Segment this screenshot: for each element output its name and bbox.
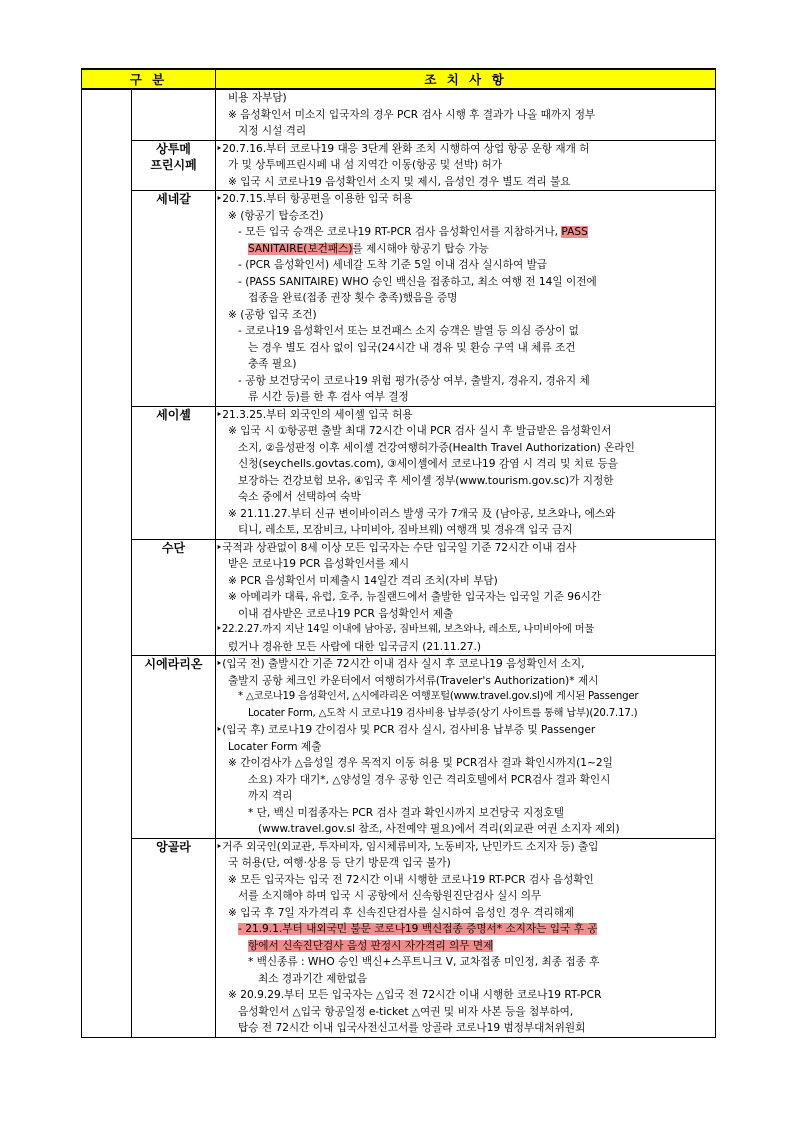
text-line: 류 시간 등)를 한 후 검사 여부 결정 — [248, 391, 409, 403]
text-line: 티니, 레소토, 모잠비크, 나미비아, 짐바브웨) 여행객 및 경유객 입국 금지 — [238, 524, 573, 536]
measures-cell — [216, 191, 716, 407]
text-line: - 코로나19 음성확인서 또는 보건패스 소지 승객은 발열 등 의심 증상이 없 — [238, 325, 579, 337]
text-line: 가 및 상투메프린시페 내 섬 지역간 이동(항공 및 선박) 허가 — [228, 159, 502, 171]
text-line: 숙소 중에서 선택하여 숙박 — [238, 491, 361, 503]
text-line: ‣21.3.25.부터 외국인의 세이셸 입국 허용 — [216, 408, 413, 421]
text-line: Locater Form, △도착 시 코로나19 검사비용 납부증(상기 사이트를 통해 납부)(20.7.17.) — [248, 707, 638, 719]
measures-cell — [216, 656, 716, 839]
text-line: ※ 모든 입국자는 입국 전 72시간 이내 시행한 코로나19 RT-PCR 검사 음성확인 — [228, 873, 594, 886]
text-line: ※ 아메리카 대륙, 유럽, 호주, 뉴질랜드에서 출발한 입국자는 입국일 기준 96시간 — [228, 591, 602, 603]
text-fragment: 를 제시해야 항공기 탑승 가능 — [352, 242, 489, 255]
header-measures: 조 치 사 항 — [216, 69, 716, 89]
text-line: ‣20.7.16.부터 코로나19 대응 3단계 완화 조치 시행하여 상업 항공 운항 재개 허 — [216, 142, 590, 155]
text-line: 받은 코로나19 PCR 음성확인서를 제시 — [228, 558, 410, 570]
text-fragment: - 모든 입국 승객은 코로나19 RT-PCR 검사 음성확인서를 지참하거나, — [238, 226, 562, 238]
text-line: 비용 자부담) — [228, 92, 287, 104]
measures-cell — [216, 539, 716, 656]
text-line: 충족 필요) — [248, 358, 297, 370]
text-line: 탑승 전 72시간 이내 입국사전신고서를 앙골라 코로나19 범정부대처위원회 — [238, 1022, 586, 1034]
country-name-sudan: 수단 — [132, 539, 216, 656]
text-line: 음성확인서 △입국 항공일정 e-ticket △여권 및 비자 사본 등을 첨부하여, — [238, 1005, 574, 1018]
text-line: ‣20.7.15.부터 항공편을 이용한 입국 허용 — [216, 193, 413, 205]
text-line — [216, 241, 715, 258]
text-line: 서를 소지해야 하며 입국 시 공항에서 신속항원진단검사 실시 의무 — [238, 890, 542, 902]
text-line: 는 경우 별도 검사 없이 입국(24시간 내 경유 및 환승 구역 내 체류 조건 — [248, 341, 576, 354]
text-line: 출발지 공항 체크인 카운터에서 여행허가서류(Traveler's Authorization)* 제시 — [228, 674, 599, 687]
text-line: ‣(입국 후) 코로나19 간이검사 및 PCR 검사 실시, 검사비용 납부증 및 Passenger — [216, 724, 596, 736]
text-line — [216, 938, 715, 955]
text-line: ‣거주 외국인(외교관, 투자비자, 임시체류비자, 노동비자, 난민카드 소지자 등) 출입 — [216, 840, 599, 853]
country-name-sao-tome — [132, 140, 216, 191]
text-line: ※ 간이검사가 △음성일 경우 목적지 이동 허용 및 PCR검사 결과 확인시까지(1~2일 — [228, 757, 613, 769]
text-line: ※ 입국 시 코로나19 음성확인서 소지 및 제시, 음성인 경우 별도 격리 불요 — [228, 175, 571, 188]
measures-cell — [216, 838, 716, 1037]
text-line: ‣국적과 상관없이 8세 이상 모든 입국자는 수단 입국일 기준 72시간 이내 검사 — [216, 541, 577, 554]
highlighted-text: - 21.9.1.부터 내외국민 불문 코로나19 백신접종 증명서* 소지자는 입국 후 공 — [238, 923, 598, 935]
text-line: ※ PCR 음성확인서 미제출시 14일간 격리 조치(자비 부담) — [228, 574, 498, 587]
table-row-continued — [82, 89, 716, 140]
text-line — [216, 921, 715, 938]
text-line: ‣(입국 전) 출발시간 기준 72시간 이내 검사 실시 후 코로나19 음성확인서 소지, — [216, 658, 585, 670]
table-row-sao-tome — [82, 140, 716, 191]
text-line: - 공항 보건당국이 코로나19 위험 평가(증상 여부, 출발지, 경유지, 경유지 체 — [238, 374, 590, 387]
text-line: * △코로나19 음성확인서, △시에라리온 여행포털(www.travel.gov.sl)에 게시된 Passenger — [238, 691, 639, 702]
table-row-senegal — [82, 191, 716, 407]
text-line: 까지 격리 — [248, 790, 293, 802]
measures-table — [81, 68, 716, 1038]
text-line: ※ (공항 입국 조건) — [228, 308, 317, 321]
country-name-angola: 앙골라 — [132, 838, 216, 1037]
measures-cell — [216, 406, 716, 539]
text-line: 접종을 완료(접종 권장 횟수 충족)했음을 증명 — [248, 292, 458, 304]
text-line: 보장하는 건강보험 보유, ④입국 후 세이셸 정부(www.tourism.gov.sc)가 지정한 — [238, 474, 614, 487]
table-row-angola — [82, 838, 716, 1037]
country-name-sierra-leone: 시에라리온 — [132, 656, 216, 839]
table-row-sudan — [82, 539, 716, 656]
blank-left-column — [82, 89, 132, 1037]
text-line: 지정 시설 격리 — [238, 125, 307, 137]
table-row-seychelles — [82, 406, 716, 539]
header-division: 구 분 — [82, 69, 216, 89]
text-line: ※ 20.9.29.부터 모든 입국자는 △입국 전 72시간 이내 시행한 코로나19 RT-PCR — [228, 989, 602, 1001]
text-line: (www.travel.gov.sl 참조, 사전예약 필요)에서 격리(외교관 여권 소지자 제외) — [258, 823, 620, 835]
measures-cell — [216, 140, 716, 191]
text-line: 국 허용(단, 여행·상용 등 단기 방문객 입국 불가) — [228, 857, 451, 869]
text-line: ‣22.2.27.까지 지난 14일 이내에 남아공, 짐바브웨, 보츠와나, 레소토, 나미비아에 머물 — [216, 624, 594, 635]
text-line: * 단, 백신 미접종자는 PCR 검사 결과 확인시까지 보건당국 지정호텔 — [248, 806, 564, 819]
text-line: Locater Form 제출 — [228, 740, 322, 753]
country-label: 상투메 프린시페 — [150, 141, 197, 172]
text-line: ※ 입국 시 ①항공편 출발 최대 72시간 이내 PCR 검사 실시 후 발급받은 음성확인서 — [228, 425, 612, 437]
text-line: ※ 21.11.27.부터 신규 변이바이러스 발생 국가 7개국 及 (남아공, 보츠와나, 에스와 — [228, 507, 616, 520]
text-line: - (PASS SANITAIRE) WHO 승인 백신을 접종하고, 최소 여행 전 14일 이전에 — [238, 275, 597, 288]
text-line: ※ 입국 후 7일 자가격리 후 신속진단검사를 실시하여 음성인 경우 격리해제 — [228, 906, 575, 919]
text-line — [216, 224, 715, 241]
highlighted-text: SANITAIRE(보건패스) — [248, 242, 353, 255]
text-line: 렀거나 경유한 모든 사람에 대한 입국금지 (21.11.27.) — [228, 640, 481, 653]
country-name-senegal: 세네갈 — [132, 191, 216, 407]
text-line: 최소 경과기간 제한없음 — [258, 972, 368, 985]
table-header-row — [82, 69, 716, 89]
text-line: ※ 음성확인서 미소지 입국자의 경우 PCR 검사 시행 후 결과가 나올 때까지 정부 — [228, 108, 596, 121]
text-line: 이내 검사받은 코로나19 PCR 음성확인서 제출 — [238, 607, 454, 620]
country-name-blank — [132, 89, 216, 140]
text-line: * 백신종류 : WHO 승인 백신+스푸트니크 V, 교차접종 미인정, 최종 접종 후 — [248, 956, 600, 968]
country-name-seychelles: 세이셸 — [132, 406, 216, 539]
table-row-sierra-leone — [82, 656, 716, 839]
text-line: - (PCR 음성확인서) 세네갈 도착 기준 5일 이내 검사 실시하여 발급 — [238, 259, 548, 271]
highlighted-text: 항에서 신속진단검사 음성 판정시 자가격리 의무 면제 — [248, 939, 494, 952]
text-line: 소지, ②음성판정 이후 세이셸 건강여행허가증(Health Travel Authorization) 온라인 — [238, 441, 635, 454]
text-line: 소요) 자가 대기*, △양성일 경우 공항 인근 격리호텔에서 PCR검사 결과 확인시 — [248, 773, 611, 786]
measures-cell — [216, 89, 716, 140]
text-line: ※ (항공기 탑승조건) — [228, 209, 324, 222]
text-line: 신청(seychells.govtas.com), ③세이셸에서 코로나19 감염 시 격리 및 치료 등을 — [238, 458, 619, 470]
highlighted-text: PASS — [561, 226, 588, 238]
